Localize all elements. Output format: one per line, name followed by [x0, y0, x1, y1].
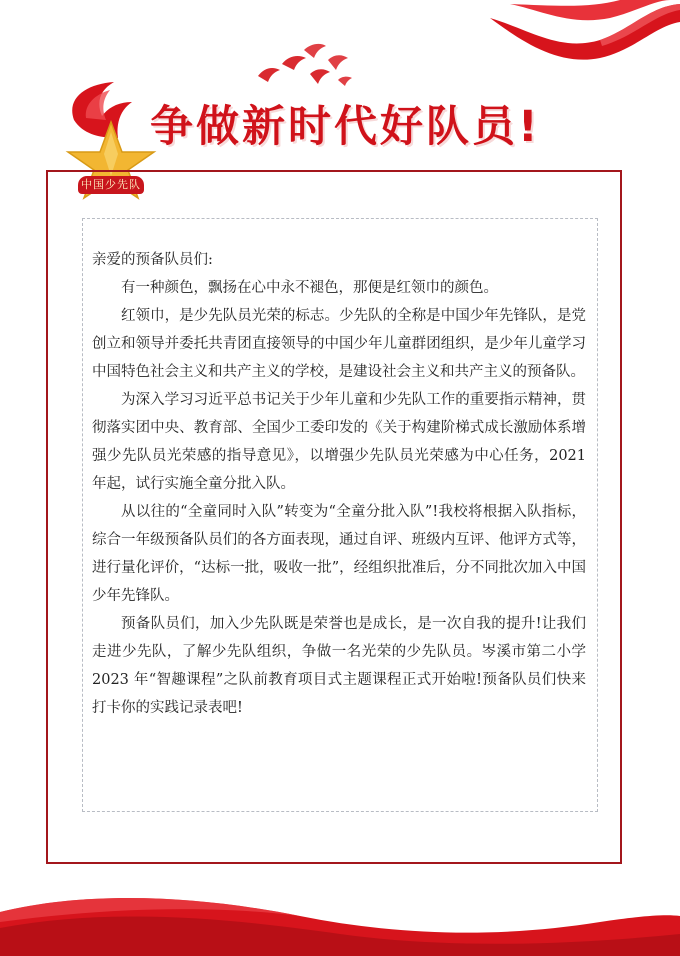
letter-paragraph: 从以往的“全童同时入队”转变为“全童分批入队”!我校将根据入队指标，综合一年级预备队员们的各方面表现，通过自评、班级内互评、他评方式等，进行量化评价，“达标一批，吸收一批”，经组织批准后，分不同批次加入中国少年先锋队。 [92, 504, 586, 604]
doves-icon [250, 42, 360, 92]
top-red-ribbon-icon [470, 0, 680, 70]
letter-paragraph: 为深入学习习近平总书记关于少年儿童和少先队工作的重要指示精神，贯彻落实团中央、教育部、全国少工委印发的《关于构建阶梯式成长激励体系增强少先队员光荣感的指导意见》，以增强少先队员光荣感为中心任务，2021 年起，试行实施全童分批入队。 [92, 392, 586, 492]
page-title: 争做新时代好队员! [150, 102, 541, 152]
bottom-red-ribbon-icon [0, 876, 680, 956]
letter-paragraph: 预备队员们，加入少先队既是荣誉也是成长，是一次自我的提升!让我们走进少先队，了解少先队组织，争做一名光荣的少先队员。岑溪市第二小学2023 年“智趣课程”之队前教育项目式主题课程正式开始啦!预备队员们快来打卡你的实践记录表吧! [92, 616, 586, 716]
letter-body [92, 246, 586, 722]
letter-greeting: 亲爱的预备队员们: [92, 252, 213, 268]
letter-paragraph: 红领巾，是少先队员光荣的标志。少先队的全称是中国少年先锋队，是党创立和领导并委托共青团直接领导的中国少年儿童群团组织，是少年儿童学习中国特色社会主义和共产主义的学校，是建设社会主义和共产主义的预备队。 [92, 308, 586, 380]
emblem-label: 中国少先队 [78, 176, 144, 194]
letter-paragraph: 有一种颜色，飘扬在心中永不褪色，那便是红领巾的颜色。 [121, 280, 498, 296]
